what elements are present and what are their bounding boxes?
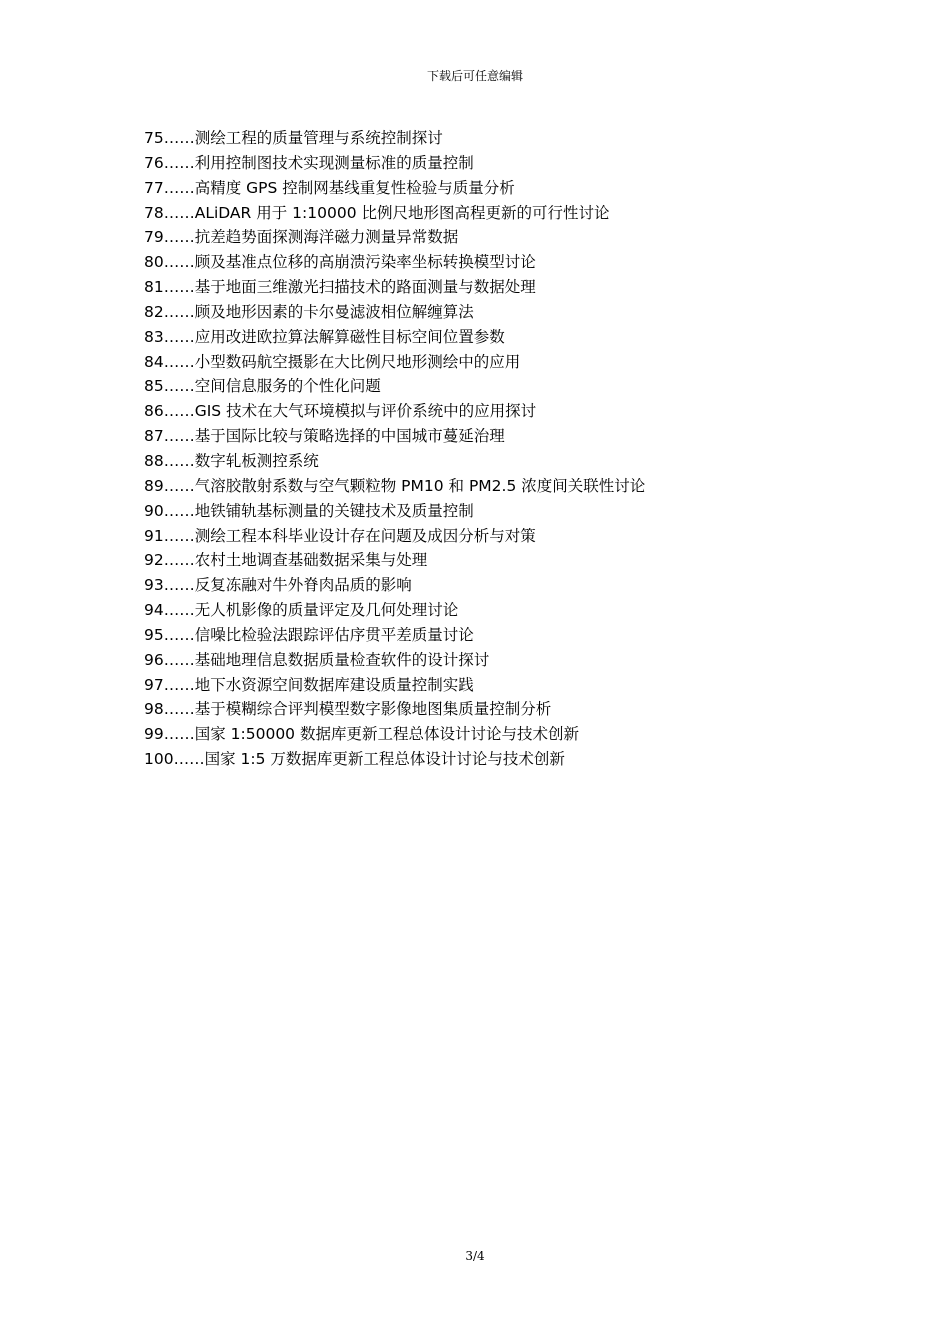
list-item: 99……国家 1:50000 数据库更新工程总体设计讨论与技术创新: [144, 725, 579, 744]
list-item: 97……地下水资源空间数据库建设质量控制实践: [144, 675, 474, 694]
list-item: 80……顾及基准点位移的高崩溃污染率坐标转换模型讨论: [144, 253, 536, 272]
page-header: 下载后可任意编辑: [426, 69, 523, 83]
list-item: 76……利用控制图技术实现测量标准的质量控制: [144, 153, 474, 172]
list-item: 90……地铁铺轨基标测量的关键技术及质量控制: [144, 501, 474, 520]
list-item: 83……应用改进欧拉算法解算磁性目标空间位置参数: [144, 327, 505, 346]
list-item: 98……基于模糊综合评判模型数字影像地图集质量控制分析: [144, 700, 552, 719]
list-item: 79……抗差趋势面探测海洋磁力测量异常数据: [144, 228, 459, 247]
list-item: 92……农村土地调查基础数据采集与处理: [144, 551, 428, 570]
list-item: 86……GIS 技术在大气环境模拟与评价系统中的应用探讨: [144, 402, 537, 421]
list-item: 88……数字轧板测控系统: [144, 451, 319, 470]
list-item: 96……基础地理信息数据质量检查软件的设计探讨: [144, 650, 490, 669]
list-item: 87……基于国际比较与策略选择的中国城市蔓延治理: [144, 427, 505, 446]
list-item: 78……ALiDAR 用于 1:10000 比例尺地形图高程更新的可行性讨论: [144, 203, 610, 222]
page-number: 3/4: [465, 1249, 485, 1263]
list-item: 89……气溶胶散射系数与空气颗粒物 PM10 和 PM2.5 浓度间关联性讨论: [144, 476, 646, 495]
list-item: 82……顾及地形因素的卡尔曼滤波相位解缠算法: [144, 302, 474, 321]
list-item: 100……国家 1:5 万数据库更新工程总体设计讨论与技术创新: [144, 750, 565, 769]
list-item: 91……测绘工程本科毕业设计存在问题及成因分析与对策: [144, 526, 536, 545]
list-item: 94……无人机影像的质量评定及几何处理讨论: [144, 601, 459, 620]
list-item: 81……基于地面三维激光扫描技术的路面测量与数据处理: [144, 278, 536, 297]
list-item: 93……反复冻融对牛外脊肉品质的影响: [144, 576, 412, 595]
list-item: 84……小型数码航空摄影在大比例尺地形测绘中的应用: [144, 352, 521, 371]
list-item: 77……高精度 GPS 控制网基线重复性检验与质量分析: [144, 178, 515, 197]
list-item: 95……信噪比检验法跟踪评估序贯平差质量讨论: [144, 625, 474, 644]
title-list: [144, 126, 645, 772]
list-item: 85……空间信息服务的个性化问题: [144, 377, 381, 396]
list-item: 75……测绘工程的质量管理与系统控制探讨: [144, 129, 443, 147]
